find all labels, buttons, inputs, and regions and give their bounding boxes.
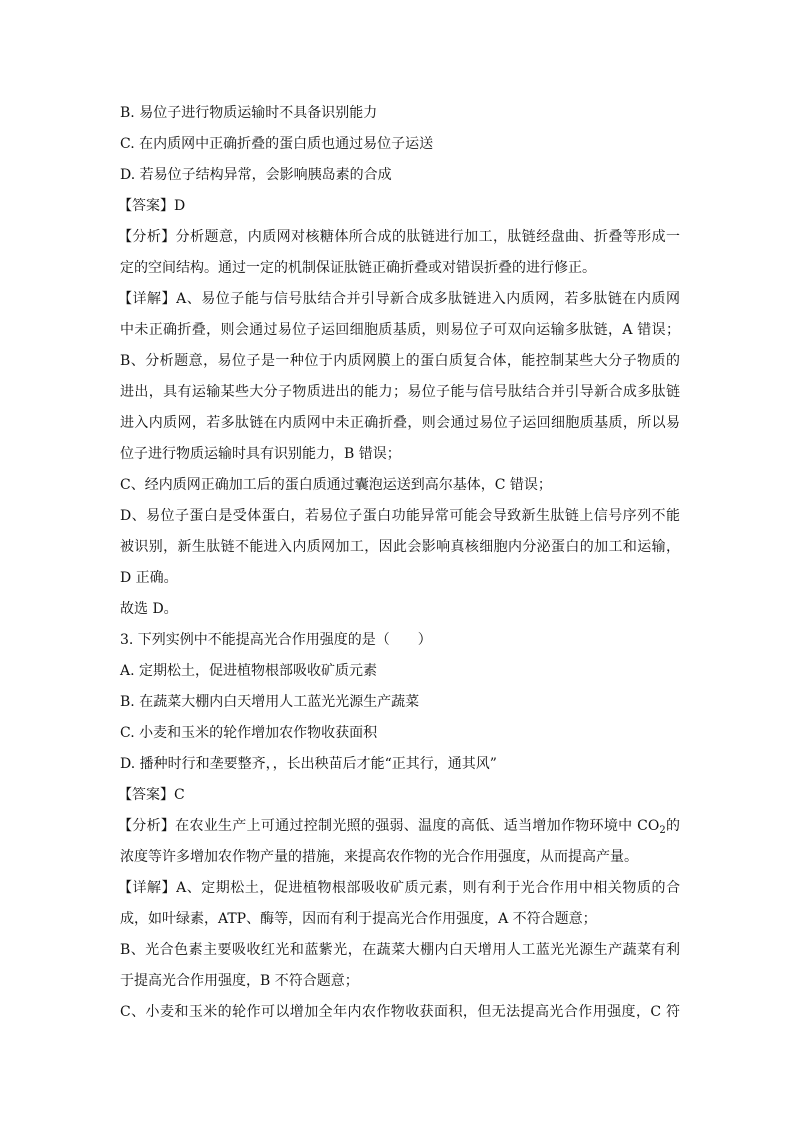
question-3: 3. 下列实例中不能提高光合作用强度的是（ ） (120, 632, 432, 648)
explanation-2-line-3: B、分析题意，易位子是一种位于内质网膜上的蛋白质复合体，能控制某些大分子物质的 (120, 353, 680, 369)
analysis-2-line-1: 【分析】分析题意，内质网对核糖体所合成的肽链进行加工，肽链经盘曲、折叠等形成一 (118, 229, 680, 245)
choose-2: 故选 D。 (120, 601, 178, 617)
explanation-2-line-7: C、经内质网正确加工后的蛋白质通过囊泡运送到高尔基体，C 错误； (120, 477, 552, 493)
q3-option-a: A. 定期松土，促进植物根部吸收矿质元素 (120, 663, 378, 679)
q3-option-d: D. 播种时行和垄要整齐，，长出秧苗后才能“正其行，通其风” (120, 756, 497, 772)
analysis-3-text: 【分析】在农业生产上可通过控制光照的强弱、温度的高低、适当增加作物环境中 CO (118, 818, 660, 834)
explanation-3-line-2: 成，如叶绿素，ATP、酶等，因而有利于提高光合作用强度，A 不符合题意； (120, 911, 597, 927)
analysis-3-line-2: 浓度等许多增加农作物产量的措施，来提高农作物的光合作用强度，从而提高产量。 (120, 849, 638, 865)
explanation-2-line-6: 位子进行物质运输时具有识别能力，B 错误； (120, 446, 401, 462)
q3-option-b: B. 在蔬菜大棚内白天增用人工蓝光光源生产蔬菜 (120, 694, 420, 710)
explanation-2-line-1: 【详解】A、易位子能与信号肽结合并引导新合成多肽链进入内质网，若多肽链在内质网 (118, 291, 680, 307)
explanation-2-line-4: 进出，具有运输某些大分子物质进出的能力；易位子能与信号肽结合并引导新合成多肽链 (120, 384, 680, 400)
explanation-2-line-9: 被识别，新生肽链不能进入内质网加工，因此会影响真核细胞内分泌蛋白的加工和运输， (120, 539, 680, 555)
answer-3: 【答案】C (118, 787, 185, 803)
explanation-3-line-3: B、光合色素主要吸收红光和蓝紫光，在蔬菜大棚内白天增用人工蓝光光源生产蔬菜有利 (120, 942, 680, 958)
option-d: D. 若易位子结构异常，会影响胰岛素的合成 (120, 167, 392, 183)
explanation-2-line-2: 中未正确折叠，则会通过易位子运回细胞质基质，则易位子可双向运输多肽链，A 错误； (120, 322, 680, 338)
explanation-2-line-5: 进入内质网，若多肽链在内质网中未正确折叠，则会通过易位子运回细胞质基质，所以易 (120, 415, 680, 431)
answer-2: 【答案】D (118, 198, 186, 214)
explanation-3-line-1: 【详解】A、定期松土，促进植物根部吸收矿质元素，则有利于光合作用中相关物质的合 (118, 880, 680, 896)
option-b: B. 易位子进行物质运输时不具备识别能力 (120, 105, 378, 121)
option-c: C. 在内质网中正确折叠的蛋白质也通过易位子运送 (120, 136, 434, 152)
q3-option-c: C. 小麦和玉米的轮作增加农作物收获面积 (120, 725, 378, 741)
explanation-3-line-4: 于提高光合作用强度，B 不符合题意； (120, 973, 359, 989)
explanation-2-line-10: D 正确。 (120, 570, 178, 586)
analysis-3-tail: 的 (665, 818, 680, 834)
explanation-2-line-8: D、易位子蛋白是受体蛋白，若易位子蛋白功能异常可能会导致新生肽链上信号序列不能 (120, 508, 680, 524)
analysis-3-line-1 (118, 811, 680, 842)
document-body (120, 98, 680, 1028)
analysis-2-line-2: 定的空间结构。通过一定的机制保证肽链正确折叠或对错误折叠的进行修正。 (120, 260, 596, 276)
co2-subscript: 2 (659, 825, 666, 836)
explanation-3-line-5: C、小麦和玉米的轮作可以增加全年内农作物收获面积，但无法提高光合作用强度，C 符 (120, 1004, 680, 1020)
